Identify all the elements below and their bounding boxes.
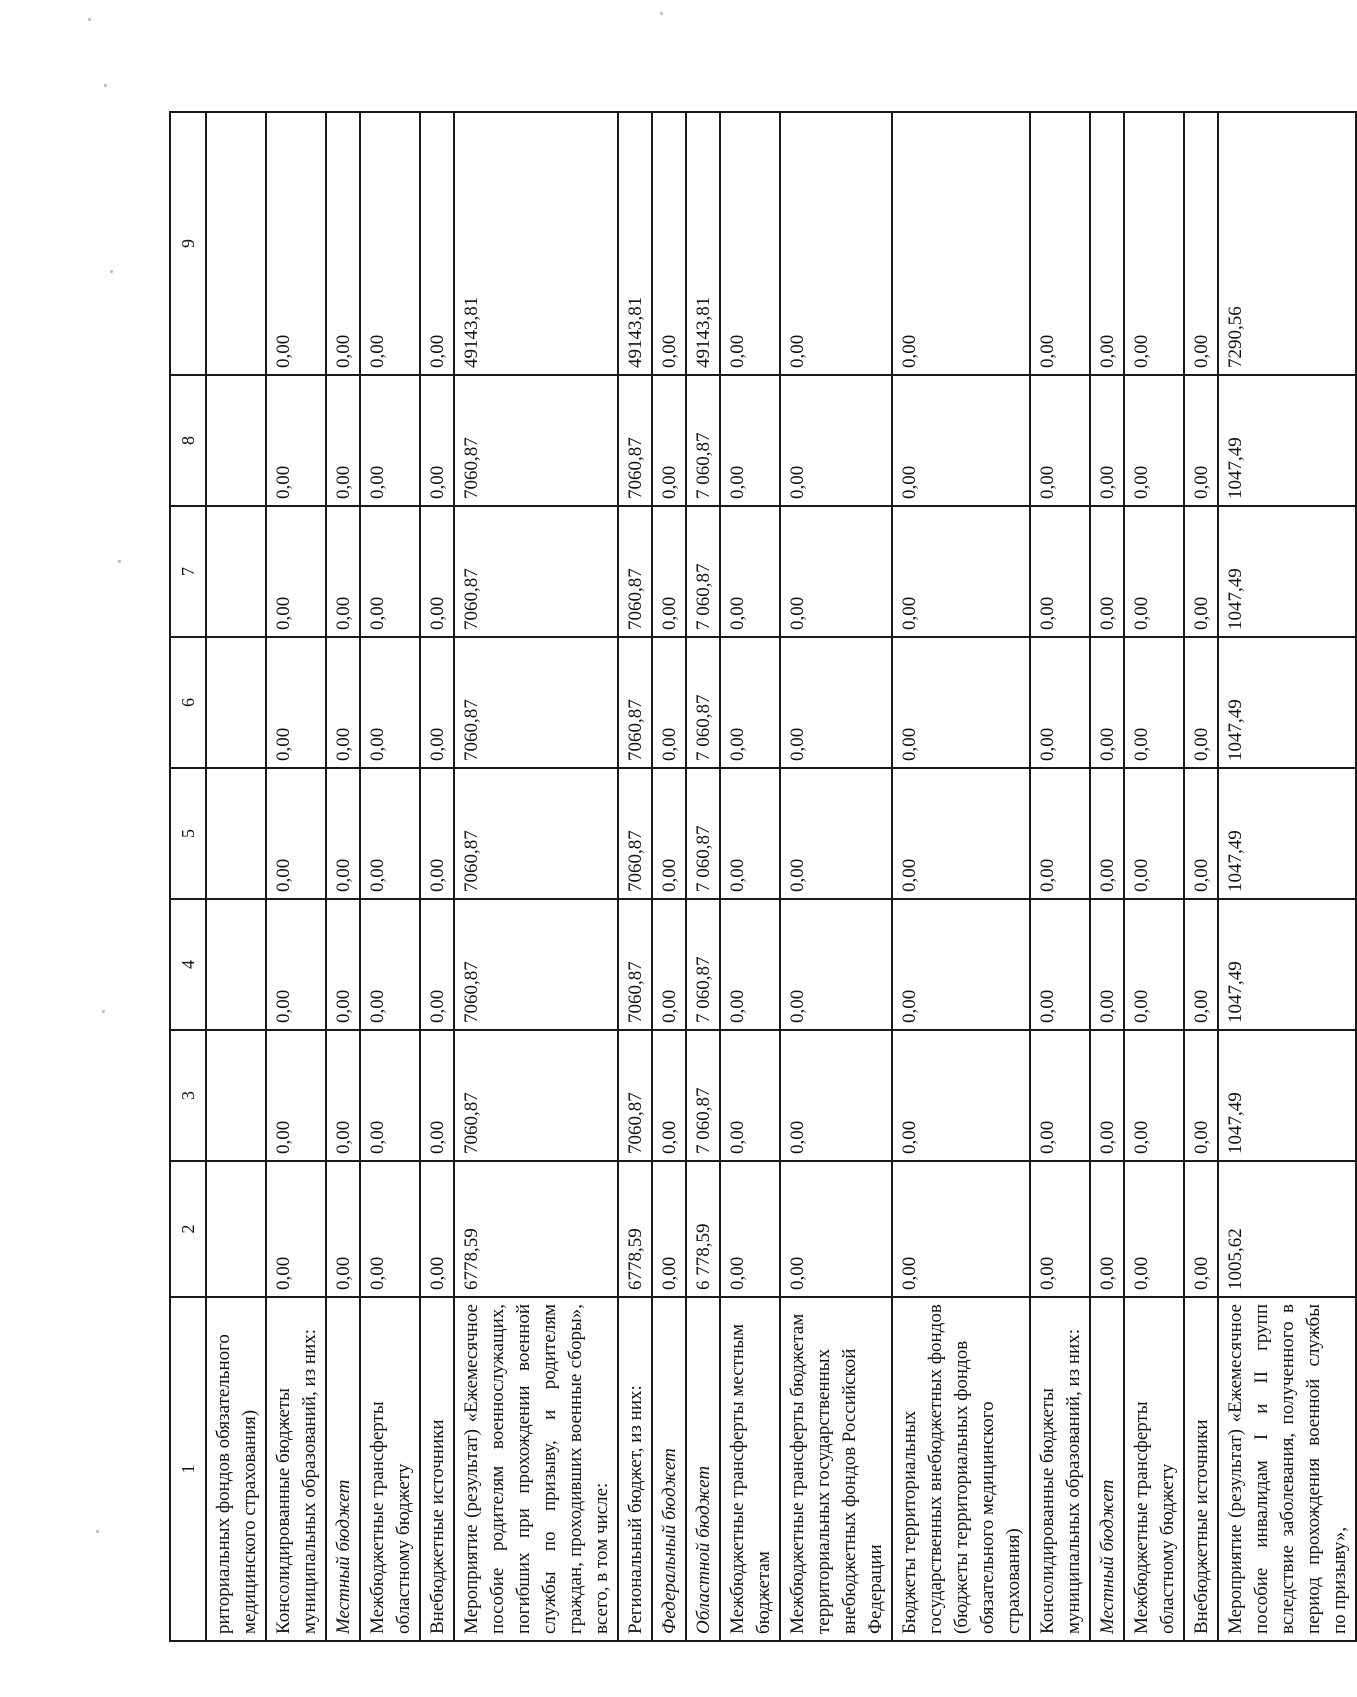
- table-row: [206, 112, 266, 1641]
- scan-speck: [660, 12, 663, 15]
- cell-value: 0,00: [1030, 375, 1090, 506]
- cell-value: 49143,81: [618, 112, 652, 375]
- cell-value: 0,00: [326, 899, 360, 1030]
- table-row: [780, 112, 892, 1641]
- row-label: Межбюджетные трансферты областному бюджету: [1124, 1297, 1184, 1641]
- cell-value: 0,00: [266, 112, 326, 375]
- cell-value: 49143,81: [454, 112, 618, 375]
- cell-value: 0,00: [780, 768, 892, 899]
- table-row: [618, 112, 652, 1641]
- cell-value: 0,00: [420, 1161, 454, 1297]
- cell-value: 0,00: [1184, 768, 1218, 899]
- cell-value: 0,00: [652, 1030, 686, 1161]
- cell-value: 0,00: [1184, 637, 1218, 768]
- cell-value: 1047,49: [1218, 506, 1356, 637]
- cell-value: 0,00: [1124, 506, 1184, 637]
- cell-value: 0,00: [1090, 1161, 1124, 1297]
- cell-value: 6778,59: [618, 1161, 652, 1297]
- cell-value: 7060,87: [454, 899, 618, 1030]
- row-label: Местный бюджет: [326, 1297, 360, 1641]
- cell-value: 0,00: [266, 637, 326, 768]
- cell-value: 0,00: [420, 112, 454, 375]
- cell-value: 0,00: [720, 506, 780, 637]
- cell-value: 0,00: [360, 375, 420, 506]
- cell-value: 7 060,87: [686, 506, 720, 637]
- cell-value: 0,00: [360, 506, 420, 637]
- cell-value: [206, 899, 266, 1030]
- cell-value: 7 060,87: [686, 899, 720, 1030]
- cell-value: 0,00: [360, 1030, 420, 1161]
- cell-value: 0,00: [326, 375, 360, 506]
- cell-value: 7 060,87: [686, 768, 720, 899]
- cell-value: 0,00: [1030, 768, 1090, 899]
- cell-value: 7060,87: [618, 768, 652, 899]
- cell-value: [206, 112, 266, 375]
- cell-value: 0,00: [1184, 375, 1218, 506]
- cell-value: 7060,87: [618, 899, 652, 1030]
- row-label: Консолидированные бюджеты муниципальных образований, из них:: [266, 1297, 326, 1641]
- row-label: Региональный бюджет, из них:: [618, 1297, 652, 1641]
- cell-value: 0,00: [892, 506, 1030, 637]
- cell-value: 0,00: [266, 768, 326, 899]
- cell-value: 0,00: [720, 1030, 780, 1161]
- cell-value: 0,00: [420, 768, 454, 899]
- scan-speck: [104, 84, 107, 87]
- cell-value: 0,00: [1030, 1030, 1090, 1161]
- cell-value: 0,00: [360, 112, 420, 375]
- cell-value: [206, 1030, 266, 1161]
- row-label: Мероприятие (результат) «Ежемесячное пособие инвалидам I и II групп вследствие заболевания, полученного в период прохождения военной службы по призыву»,: [1218, 1297, 1356, 1641]
- cell-value: 0,00: [652, 506, 686, 637]
- table-row: [1218, 112, 1356, 1641]
- cell-value: 0,00: [720, 1161, 780, 1297]
- budget-table: [169, 111, 1357, 1642]
- column-number: 7: [170, 506, 206, 637]
- row-label: Мероприятие (результат) «Ежемесячное пособие родителям военнослужащих, погибших при прохождении военной службы по призыву, и родителям граждан, проходивших военные сборы», всего, в том числе:: [454, 1297, 618, 1641]
- scan-speck: [96, 1530, 99, 1533]
- cell-value: 0,00: [892, 637, 1030, 768]
- budget-table-body: [170, 112, 1356, 1641]
- cell-value: 0,00: [780, 1030, 892, 1161]
- cell-value: 0,00: [1184, 1030, 1218, 1161]
- cell-value: [206, 637, 266, 768]
- cell-value: 0,00: [652, 899, 686, 1030]
- cell-value: 0,00: [266, 1030, 326, 1161]
- cell-value: 1047,49: [1218, 899, 1356, 1030]
- cell-value: 0,00: [326, 112, 360, 375]
- cell-value: 0,00: [1124, 768, 1184, 899]
- cell-value: 0,00: [1124, 112, 1184, 375]
- cell-value: 0,00: [892, 899, 1030, 1030]
- cell-value: 0,00: [892, 1161, 1030, 1297]
- cell-value: 0,00: [780, 899, 892, 1030]
- table-row: [360, 112, 420, 1641]
- row-label: Бюджеты территориальных государственных внебюджетных фондов (бюджеты территориальных фондов обязательного медицинского страхования): [892, 1297, 1030, 1641]
- row-label: Внебюджетные источники: [420, 1297, 454, 1641]
- table-row: [1090, 112, 1124, 1641]
- cell-value: 6 778,59: [686, 1161, 720, 1297]
- cell-value: 0,00: [780, 637, 892, 768]
- cell-value: 0,00: [652, 768, 686, 899]
- cell-value: 1047,49: [1218, 637, 1356, 768]
- cell-value: 0,00: [266, 1161, 326, 1297]
- cell-value: 0,00: [360, 899, 420, 1030]
- cell-value: 49143,81: [686, 112, 720, 375]
- scan-speck: [118, 560, 121, 563]
- table-row: [686, 112, 720, 1641]
- row-label: Федеральный бюджет: [652, 1297, 686, 1641]
- cell-value: 0,00: [1090, 506, 1124, 637]
- cell-value: 0,00: [420, 637, 454, 768]
- cell-value: 0,00: [1030, 1161, 1090, 1297]
- cell-value: 0,00: [720, 899, 780, 1030]
- cell-value: 0,00: [420, 506, 454, 637]
- scan-speck: [88, 18, 91, 21]
- cell-value: 0,00: [326, 768, 360, 899]
- row-label: Областной бюджет: [686, 1297, 720, 1641]
- cell-value: 0,00: [1030, 899, 1090, 1030]
- cell-value: 7 060,87: [686, 637, 720, 768]
- table-row: [720, 112, 780, 1641]
- table-row: [420, 112, 454, 1641]
- table-row: [454, 112, 618, 1641]
- cell-value: 0,00: [360, 768, 420, 899]
- cell-value: 7290,56: [1218, 112, 1356, 375]
- column-number: 3: [170, 1030, 206, 1161]
- cell-value: 0,00: [326, 1030, 360, 1161]
- cell-value: 0,00: [652, 375, 686, 506]
- cell-value: 0,00: [1090, 1030, 1124, 1161]
- cell-value: 0,00: [326, 637, 360, 768]
- scan-speck: [110, 270, 113, 273]
- cell-value: 0,00: [720, 768, 780, 899]
- cell-value: 0,00: [420, 375, 454, 506]
- cell-value: 0,00: [266, 899, 326, 1030]
- table-row: [326, 112, 360, 1641]
- cell-value: 1047,49: [1218, 375, 1356, 506]
- row-label: Межбюджетные трансферты местным бюджетам: [720, 1297, 780, 1641]
- cell-value: 0,00: [1184, 899, 1218, 1030]
- cell-value: 0,00: [326, 1161, 360, 1297]
- row-label: Межбюджетные трансферты бюджетам территориальных государственных внебюджетных фондов Российской Федерации: [780, 1297, 892, 1641]
- cell-value: 6778,59: [454, 1161, 618, 1297]
- cell-value: 0,00: [1124, 637, 1184, 768]
- cell-value: 0,00: [1090, 768, 1124, 899]
- table-row: [1184, 112, 1218, 1641]
- column-number: 1: [170, 1297, 206, 1641]
- cell-value: 0,00: [420, 1030, 454, 1161]
- cell-value: 0,00: [266, 506, 326, 637]
- cell-value: 0,00: [1184, 1161, 1218, 1297]
- cell-value: 0,00: [1030, 506, 1090, 637]
- rotated-page-content: [169, 113, 1350, 1642]
- column-number: 2: [170, 1161, 206, 1297]
- cell-value: 0,00: [1030, 637, 1090, 768]
- cell-value: 0,00: [720, 112, 780, 375]
- cell-value: 7060,87: [454, 768, 618, 899]
- column-number: 6: [170, 637, 206, 768]
- column-number: 9: [170, 112, 206, 375]
- row-label: Местный бюджет: [1090, 1297, 1124, 1641]
- cell-value: 0,00: [720, 637, 780, 768]
- cell-value: 0,00: [652, 637, 686, 768]
- cell-value: 1047,49: [1218, 1030, 1356, 1161]
- cell-value: 0,00: [892, 1030, 1030, 1161]
- cell-value: 0,00: [1090, 899, 1124, 1030]
- cell-value: 0,00: [1124, 1161, 1184, 1297]
- cell-value: [206, 768, 266, 899]
- cell-value: 0,00: [1124, 1030, 1184, 1161]
- cell-value: 0,00: [1030, 112, 1090, 375]
- cell-value: 0,00: [1090, 112, 1124, 375]
- cell-value: 7060,87: [454, 1030, 618, 1161]
- cell-value: 0,00: [360, 637, 420, 768]
- row-label: Внебюджетные источники: [1184, 1297, 1218, 1641]
- cell-value: 7060,87: [454, 375, 618, 506]
- column-number: 8: [170, 375, 206, 506]
- cell-value: [206, 1161, 266, 1297]
- cell-value: 7060,87: [618, 1030, 652, 1161]
- cell-value: [206, 506, 266, 637]
- cell-value: 0,00: [326, 506, 360, 637]
- table-row: [266, 112, 326, 1641]
- cell-value: 0,00: [892, 112, 1030, 375]
- cell-value: [206, 375, 266, 506]
- cell-value: 0,00: [780, 112, 892, 375]
- cell-value: 7060,87: [618, 506, 652, 637]
- row-label: Межбюджетные трансферты областному бюджету: [360, 1297, 420, 1641]
- table-row: [1124, 112, 1184, 1641]
- scan-speck: [102, 1010, 105, 1013]
- cell-value: 7060,87: [454, 506, 618, 637]
- table-row: [892, 112, 1030, 1641]
- cell-value: 1047,49: [1218, 768, 1356, 899]
- cell-value: 0,00: [1124, 899, 1184, 1030]
- table-row: [1030, 112, 1090, 1641]
- cell-value: 7060,87: [454, 637, 618, 768]
- cell-value: 0,00: [1090, 375, 1124, 506]
- cell-value: 0,00: [652, 1161, 686, 1297]
- row-label: Консолидированные бюджеты муниципальных образований, из них:: [1030, 1297, 1090, 1641]
- column-number-row: [170, 112, 206, 1641]
- cell-value: 0,00: [780, 375, 892, 506]
- cell-value: 0,00: [1124, 375, 1184, 506]
- column-number: 4: [170, 899, 206, 1030]
- cell-value: 7 060,87: [686, 1030, 720, 1161]
- cell-value: 0,00: [266, 375, 326, 506]
- table-row: [652, 112, 686, 1641]
- cell-value: 0,00: [420, 899, 454, 1030]
- cell-value: 1005,62: [1218, 1161, 1356, 1297]
- cell-value: 0,00: [1184, 506, 1218, 637]
- cell-value: 0,00: [360, 1161, 420, 1297]
- cell-value: 0,00: [1184, 112, 1218, 375]
- cell-value: 0,00: [892, 768, 1030, 899]
- cell-value: 7 060,87: [686, 375, 720, 506]
- row-label: риториальных фондов обязательного медицинского страхования): [206, 1297, 266, 1641]
- cell-value: 0,00: [720, 375, 780, 506]
- cell-value: 0,00: [780, 1161, 892, 1297]
- cell-value: 0,00: [892, 375, 1030, 506]
- column-number: 5: [170, 768, 206, 899]
- cell-value: 0,00: [1090, 637, 1124, 768]
- cell-value: 7060,87: [618, 637, 652, 768]
- cell-value: 0,00: [652, 112, 686, 375]
- cell-value: 0,00: [780, 506, 892, 637]
- cell-value: 7060,87: [618, 375, 652, 506]
